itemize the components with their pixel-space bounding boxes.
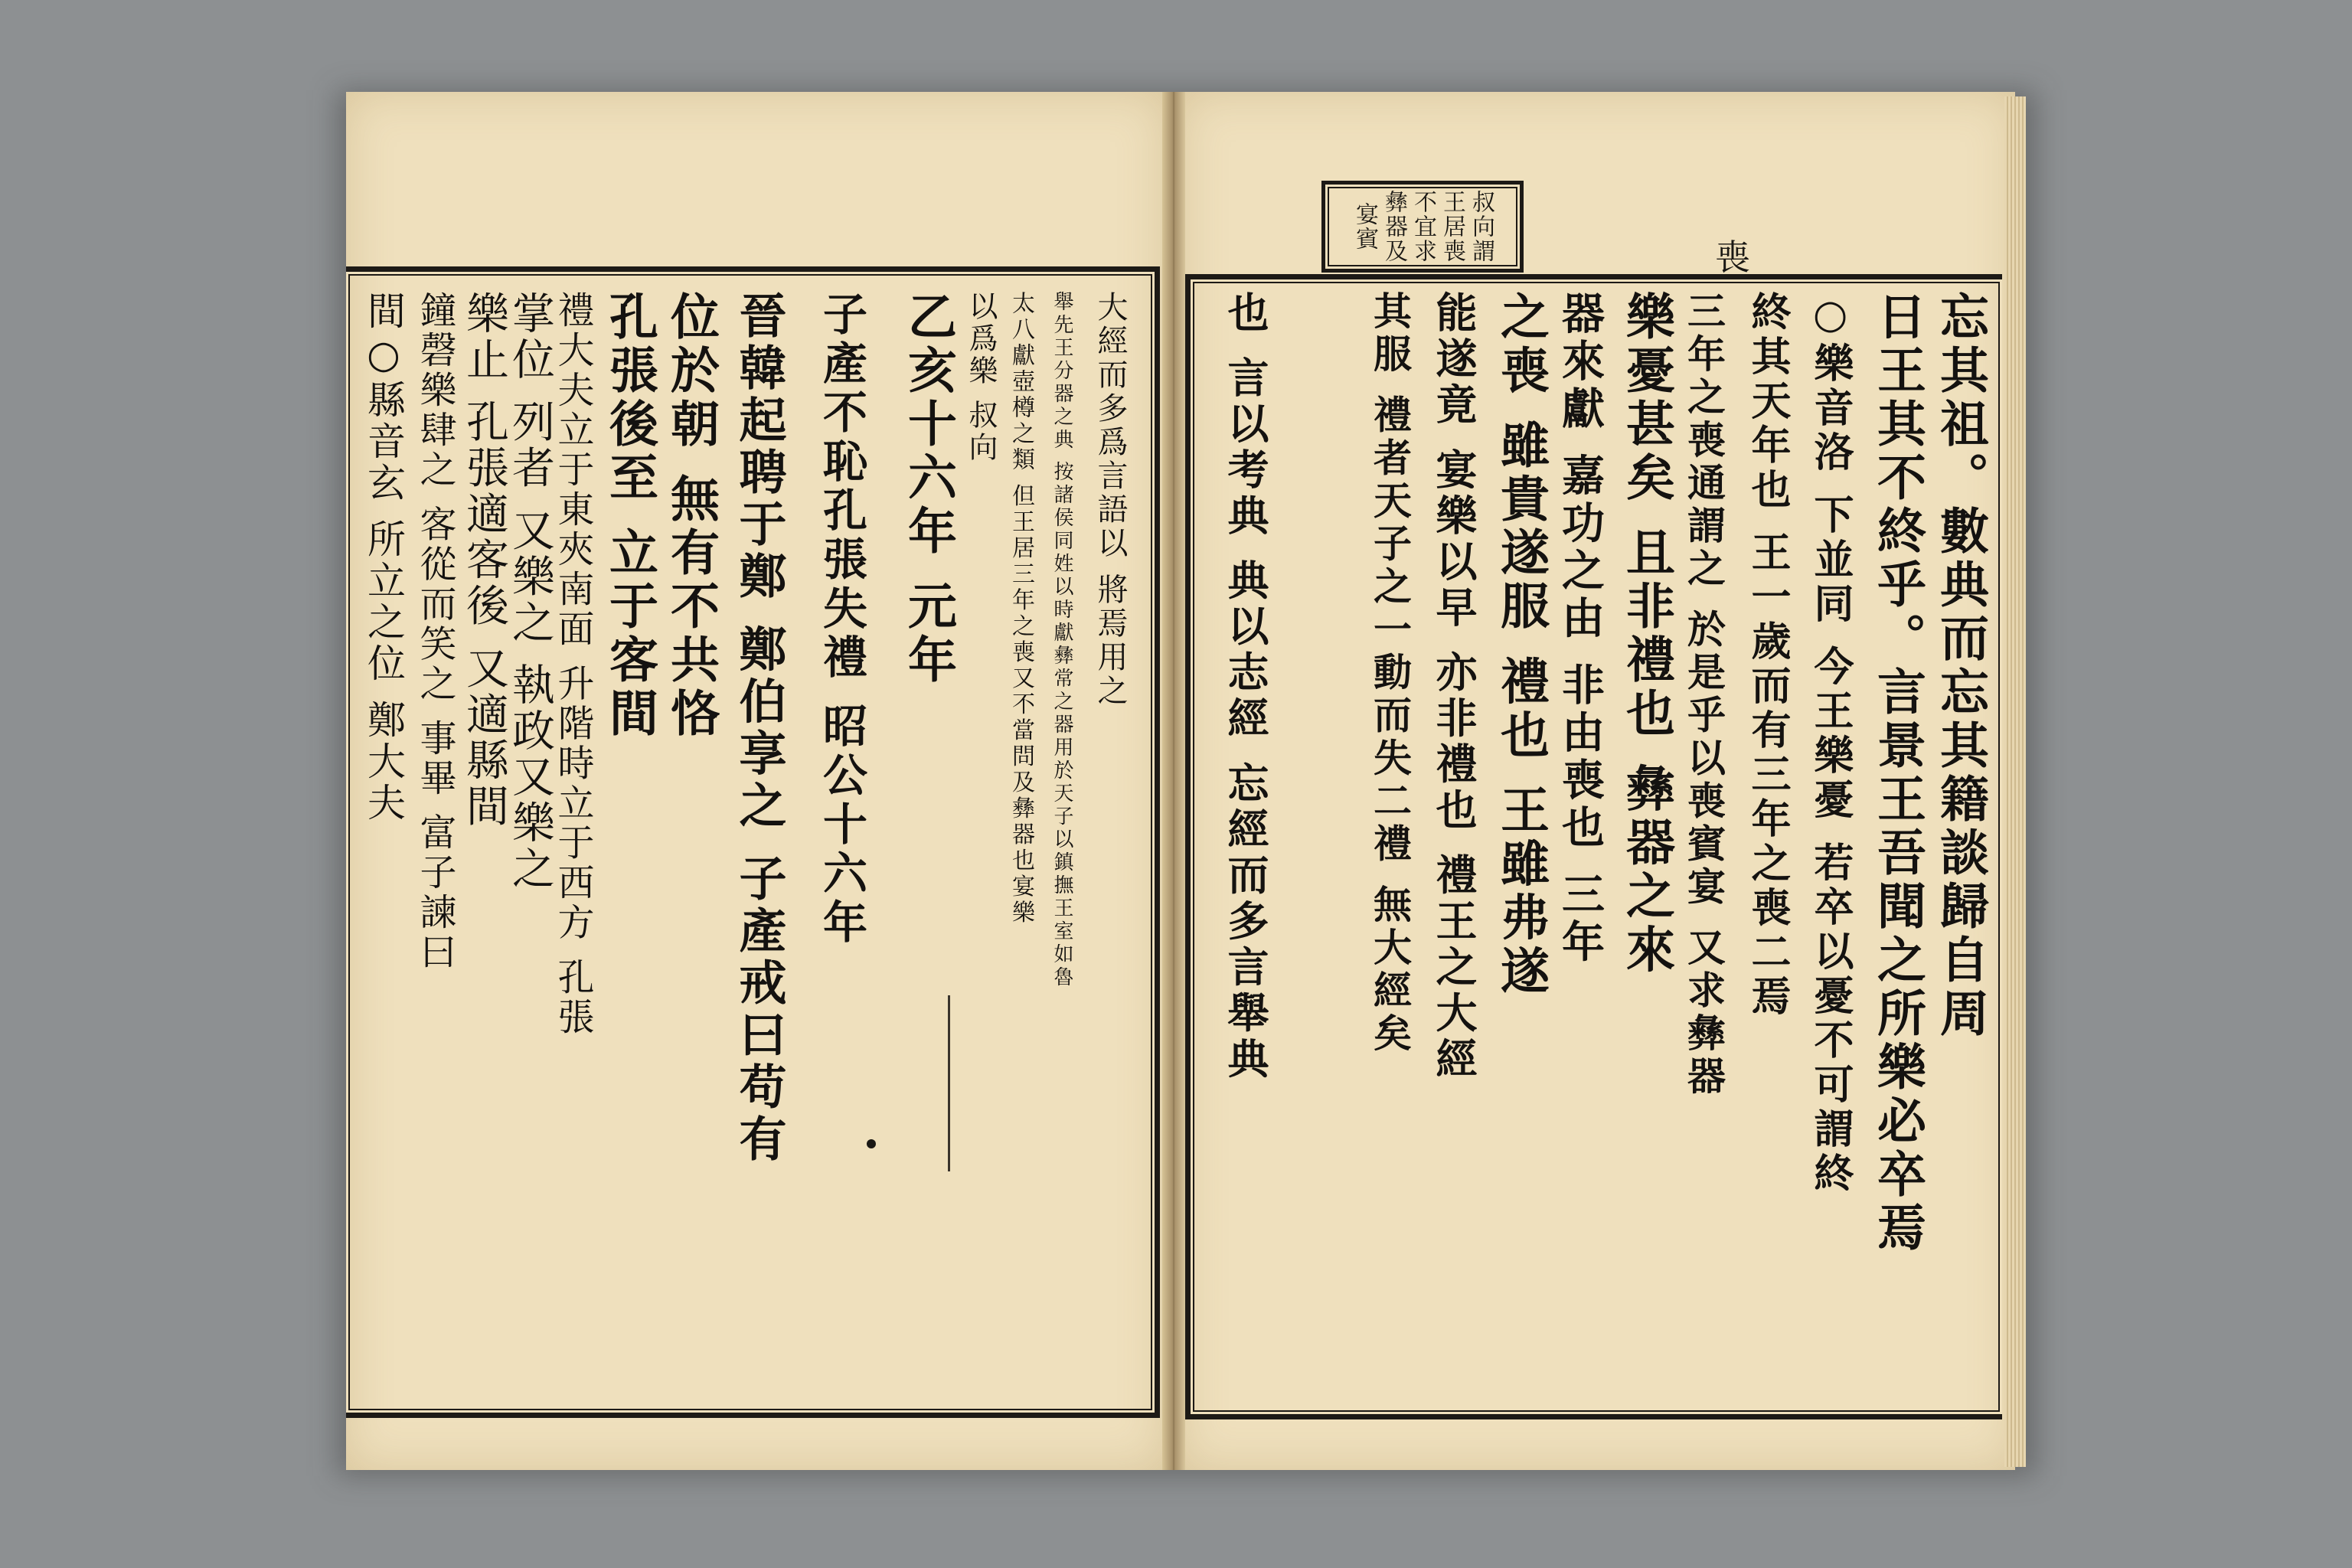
- book-gutter: [1162, 92, 1185, 1470]
- right-col-11: 也 言以考典 典以志經 忘經而多言舉典: [1221, 291, 1270, 1083]
- header-line: 彝器及: [1380, 190, 1407, 263]
- left-col-1: 大經而多爲言語以 將焉用之: [1093, 291, 1128, 708]
- left-col-4: 以爲樂 叔向: [964, 291, 998, 465]
- left-col-9: 孔張後至 立于客間: [601, 291, 658, 742]
- header-line: 不宜求: [1410, 190, 1436, 263]
- right-col-1: 忘其祖。數典而忘其籍談歸自周: [1932, 291, 1989, 1041]
- right-col-4: 終其天年也 王一歲而有三年之喪二焉: [1744, 291, 1791, 1021]
- right-col-7: 器來獻 嘉功之由 非由喪也 三年: [1555, 291, 1606, 967]
- left-col-5: 乙亥十六年 元年: [900, 291, 957, 688]
- left-col-3: 太八獻壺樽之類 但王居三年之喪又不當問及彝器也宴樂: [1008, 291, 1034, 926]
- header-annotation-box: [1321, 181, 1524, 273]
- left-col-7: 晉韓起聘于鄭 鄭伯享之 子產戒曰苟有: [731, 291, 787, 1167]
- right-col-3: ○樂音洛 下並同 今王樂憂 若卒以憂不可謂終: [1807, 291, 1854, 1197]
- fold-character: 喪: [1715, 237, 1750, 278]
- punctuation-dot: [867, 1139, 876, 1148]
- right-col-10: 其服 禮者天子之一動而失二禮 無大經矣: [1367, 291, 1413, 1056]
- left-col-6: 子產不恥孔張失禮 昭公十六年: [815, 291, 867, 949]
- page-edges: [2004, 96, 2026, 1467]
- left-col-13: 鐘磬樂肆之 客從而笑之 事畢 富子諫曰: [413, 291, 456, 972]
- right-col-8: 之喪 雖貴遂服 禮也 王雖弗遂: [1492, 291, 1550, 999]
- left-col-14: 間○縣音玄 所立之位 鄭大夫: [361, 291, 406, 824]
- right-col-2: 日王其不終乎。言景王吾聞之所樂必卒焉: [1869, 291, 1926, 1256]
- left-col-11: 掌位 列者 又樂之 執政又樂之: [505, 291, 555, 893]
- header-line: 王居喪: [1439, 190, 1465, 263]
- right-col-6: 樂憂甚矣 且非禮也 彝器之來: [1618, 291, 1675, 978]
- header-line: 叔向謂: [1468, 190, 1494, 263]
- left-col-2: 舉先王分器之典 按諸侯同姓以時獻彝常之器用於天子以鎮撫王室如魯: [1050, 291, 1073, 990]
- right-col-9: 能遂竟 宴樂以早 亦非禮也 禮王之大經: [1429, 291, 1478, 1083]
- column-divider: [948, 995, 950, 1171]
- right-col-5: 三年之喪通謂之 於是乎以喪賓宴 又求彝器: [1681, 291, 1726, 1099]
- header-line: 宴賓: [1351, 202, 1378, 251]
- left-col-8: 位於朝 無有不共恪: [662, 291, 720, 742]
- left-col-10: 禮大夫立于東夾南面 升階時立于西方 孔張: [551, 291, 594, 1037]
- left-col-12: 樂止 孔張適客後 又適縣間: [459, 291, 509, 830]
